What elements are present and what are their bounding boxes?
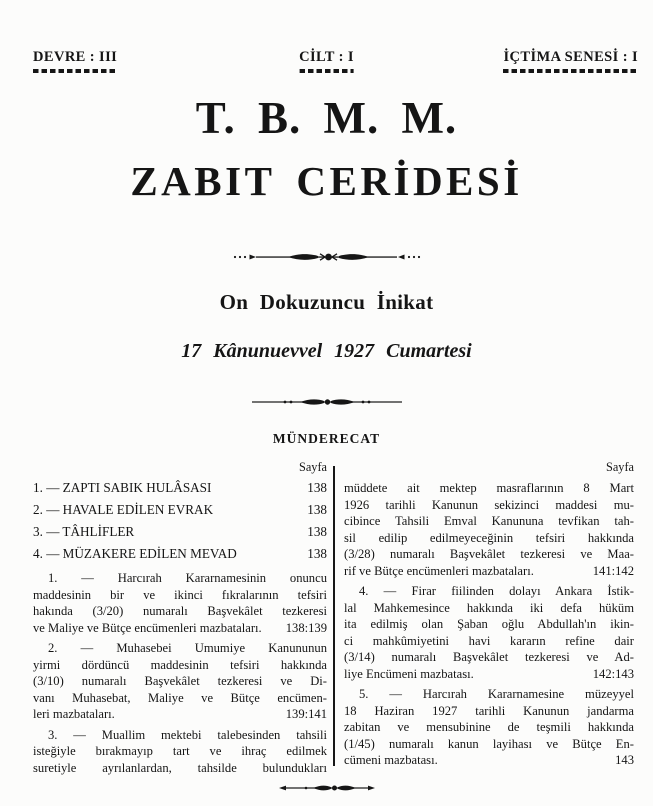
toc-entry-line: 4. — Firar fiilinden dolayı Ankara İstik- bbox=[359, 584, 634, 598]
session-title: On Dokuzuncu İnikat bbox=[219, 290, 434, 314]
toc-entry-pages: 141:142 bbox=[592, 563, 634, 578]
toc-entry bbox=[344, 480, 634, 579]
page-column-label: Sayfa bbox=[299, 460, 327, 474]
toc-item-page: 138 bbox=[307, 480, 327, 495]
toc-entry-final-line bbox=[344, 666, 634, 683]
toc-item-label: 4. — MÜZAKERE EDİLEN MEVAD bbox=[33, 546, 237, 561]
toc-entry bbox=[33, 570, 327, 636]
contents-heading: MÜNDERECAT bbox=[272, 431, 381, 446]
toc-entry-pages: 142:143 bbox=[592, 666, 634, 681]
toc-entry-final-text: rif ve Bütçe encümenleri mazbataları. bbox=[344, 563, 534, 578]
page-column-label: Sayfa bbox=[606, 460, 634, 474]
toc-item-page: 138 bbox=[307, 502, 327, 517]
toc-entry-line: sil edilip edilmeyeceğinin tefsiri hakkında bbox=[344, 530, 634, 545]
header-cilt bbox=[299, 49, 354, 73]
masthead-title: T. B. M. M. bbox=[195, 93, 458, 143]
dashed-underline bbox=[33, 69, 117, 73]
toc-entry-final-text: ve Maliye ve Bütçe encümenleri mazbataları. bbox=[33, 620, 262, 635]
toc-entry-final-line bbox=[344, 563, 634, 580]
header-ictima bbox=[503, 49, 638, 73]
toc-entry-line: 1. — Harcırah Kararnamesinin onuncu bbox=[48, 571, 327, 585]
header-devre-label: DEVRE : III bbox=[33, 49, 118, 65]
toc-entry-line: suretiyle ayrılanlardan, tahsilde bulundukları bbox=[33, 760, 327, 775]
toc-entry-line: yirmi dördüncü maddesinin tefsiri hakkında bbox=[33, 657, 327, 672]
toc-entry-final-text: liye Encümeni mazbatası. bbox=[344, 666, 474, 681]
header-cilt-label: CİLT : I bbox=[299, 49, 354, 65]
toc-item bbox=[33, 499, 327, 521]
contents-column-left bbox=[33, 458, 327, 780]
toc-entry-pages: 138:139 bbox=[285, 620, 327, 635]
toc-entry-line: ita edilmiş olan Şaban oğlu Abdullah'ın ikin- bbox=[344, 617, 634, 631]
toc-entry-line: maddesinin bir ve ikinci fıkralarının tefsiri bbox=[33, 587, 327, 602]
toc-entry-final-line bbox=[33, 706, 327, 723]
toc-item-page: 138 bbox=[307, 524, 327, 539]
toc-entry-line: 3. — Muallim mektebi talebesinden tahsili bbox=[48, 727, 327, 742]
header-ictima-label: İÇTİMA SENESİ : I bbox=[503, 49, 638, 65]
toc-entry-line: cibince Tahsili Emval Kanununa tevfikan tah- bbox=[344, 514, 634, 528]
toc-entry-line: zabitan ve mensubinine de teşmili hakkında bbox=[344, 720, 634, 734]
column-divider bbox=[333, 466, 335, 766]
masthead-subtitle: ZABIT CERİDESİ bbox=[130, 158, 523, 204]
toc-entry-line: 1926 tarihli Kanunun sekizinci maddesi mu- bbox=[344, 497, 634, 512]
toc-entry-final-line bbox=[344, 752, 634, 769]
toc-entry-line: (3/28) numaralı Başvekâlet tezkeresi ve Maa- bbox=[344, 547, 634, 561]
toc-entry-line: (1/45) numaralı kanun layihası ve Bütçe En- bbox=[344, 736, 634, 751]
toc-entry-final-text: cümeni mazbatası. bbox=[344, 753, 438, 767]
toc-item bbox=[33, 477, 327, 499]
dashed-underline bbox=[503, 69, 638, 73]
header-row bbox=[0, 49, 653, 79]
toc-entry-line: hakında (3/20) numaralı Başvekâlet tezkeresi bbox=[33, 604, 327, 618]
toc-entry-line: (3/10) numaralı Başvekâlet tezkeresi ve Di- bbox=[33, 674, 327, 688]
toc-entry-line: (3/14) numaralı Başvekâlet tezkeresi ve Ad- bbox=[344, 650, 634, 664]
toc-entry bbox=[33, 727, 327, 777]
toc-entry-pages: 143 bbox=[615, 753, 634, 767]
fleuron-divider-icon bbox=[0, 250, 653, 268]
dashed-underline bbox=[299, 69, 354, 73]
toc-entry-line: 18 Haziran 1927 tarihli Kanunun jandarma bbox=[344, 703, 634, 718]
toc-entry-line: müddete ait mektep masraflarının 8 Mart bbox=[344, 481, 634, 495]
toc-entry-line: 2. — Muhasebei Umumiye Kanununun bbox=[48, 641, 327, 655]
fleuron-rule-small-icon bbox=[0, 783, 653, 801]
toc-list-left bbox=[33, 477, 327, 565]
toc-entry bbox=[344, 583, 634, 682]
toc-entry-line: vanı Muhasebat, Maliye ve Bütçe encümen- bbox=[33, 690, 327, 705]
toc-entries-right bbox=[344, 480, 634, 769]
toc-item bbox=[33, 521, 327, 543]
toc-item-label: 1. — ZAPTI SABIK HULÂSASI bbox=[33, 480, 212, 495]
toc-entry-line: lal Mahkemesince hakkında iki defa hüküm bbox=[344, 600, 634, 615]
session-date: 17 Kânunuevvel 1927 Cumartesi bbox=[181, 340, 472, 362]
toc-entry bbox=[344, 686, 634, 769]
toc-entry-line: 5. — Harcırah Kararnamesine müzeyyel bbox=[359, 687, 634, 701]
toc-entry-pages: 139:141 bbox=[285, 707, 327, 721]
toc-entry-final-text: leri mazbataları. bbox=[33, 707, 115, 721]
toc-item-page: 138 bbox=[307, 546, 327, 561]
toc-item-label: 3. — TÂHLİFLER bbox=[33, 524, 135, 539]
toc-item-label: 2. — HAVALE EDİLEN EVRAK bbox=[33, 502, 214, 517]
toc-entry-line: ci mahkûmiyetini havi kararın refine dair bbox=[344, 633, 634, 648]
header-devre bbox=[33, 49, 117, 73]
toc-item bbox=[33, 543, 327, 565]
toc-entry-final-line bbox=[33, 620, 327, 637]
contents-column-right bbox=[344, 458, 634, 773]
toc-entry-line: isteğiyle bırakmayıp tart ve ihraç edilmek bbox=[33, 744, 327, 758]
toc-entry bbox=[33, 640, 327, 723]
toc-entries-left bbox=[33, 570, 327, 776]
fleuron-rule-icon bbox=[0, 397, 653, 415]
